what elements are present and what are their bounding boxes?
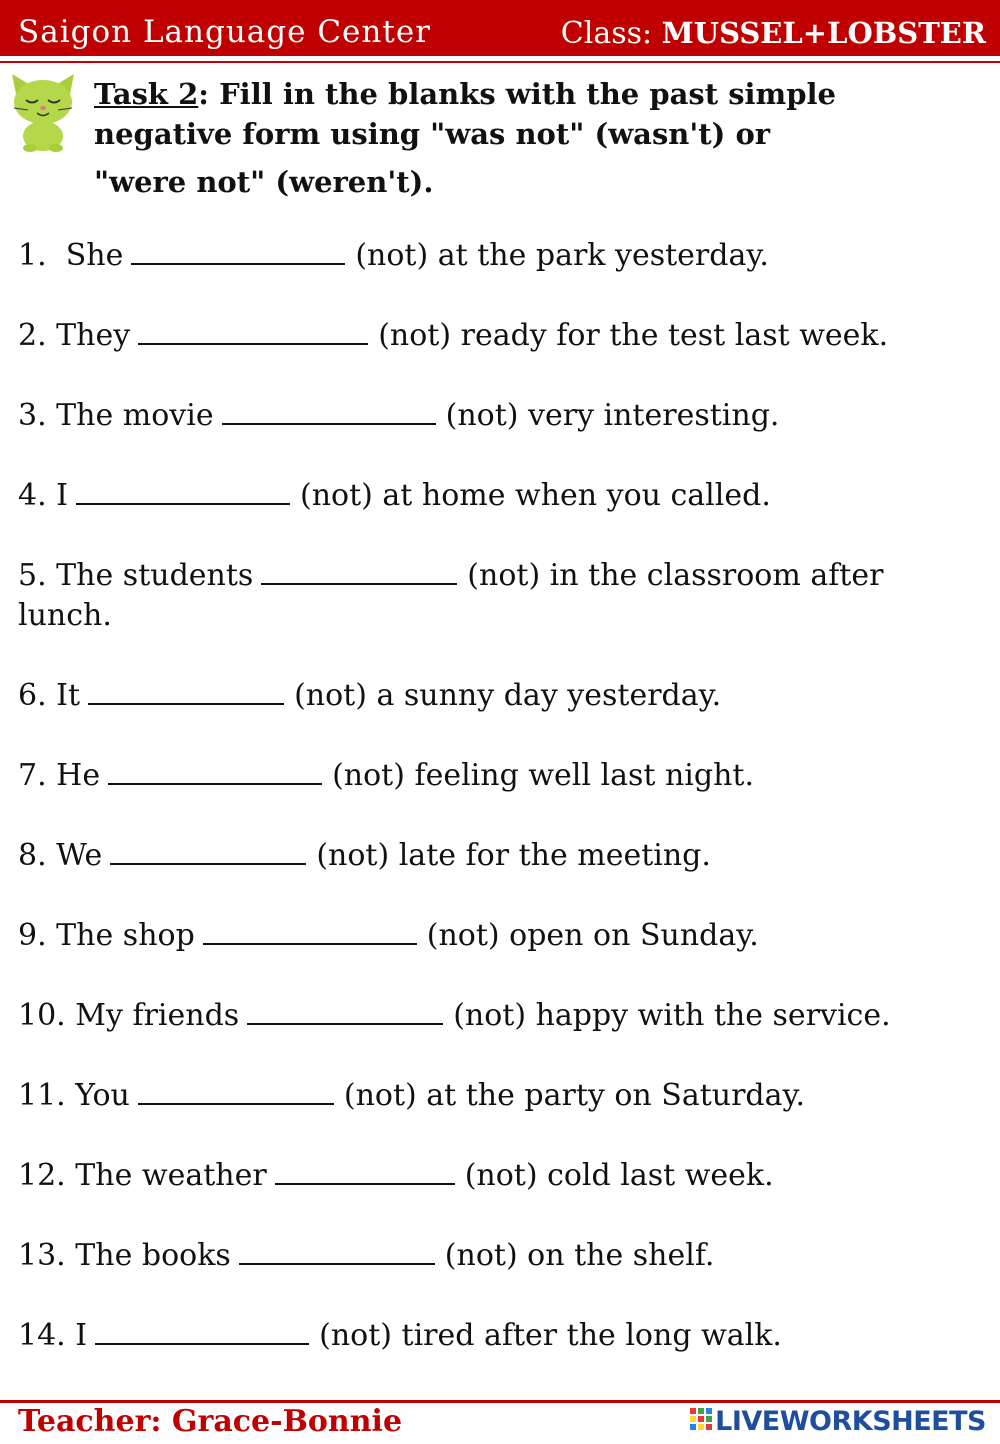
question-subject: You	[75, 1078, 130, 1113]
answer-blank[interactable]	[138, 1077, 334, 1105]
answer-blank[interactable]	[95, 1317, 309, 1345]
question-number: 10.	[18, 998, 66, 1033]
question-subject: The students	[56, 558, 254, 593]
question-rest: (not) at the park yesterday.	[355, 238, 769, 273]
answer-blank[interactable]	[76, 477, 290, 505]
question-rest: (not) ready for the test last week.	[378, 318, 889, 353]
question-rest: (not) in the classroom after lunch.	[18, 558, 884, 633]
brand-name: LIVEWORKSHEETS	[715, 1405, 986, 1437]
answer-blank[interactable]	[275, 1157, 455, 1185]
answer-blank[interactable]	[239, 1237, 435, 1265]
question-number: 11.	[18, 1078, 66, 1113]
question-rest: (not) on the shelf.	[444, 1238, 715, 1273]
answer-blank[interactable]	[222, 397, 436, 425]
header-divider	[0, 61, 1000, 63]
answer-blank[interactable]	[88, 677, 284, 705]
question-subject: We	[56, 838, 103, 873]
liveworksheets-brand[interactable]	[690, 1406, 986, 1436]
class-info	[561, 16, 986, 51]
question-rest: (not) happy with the service.	[453, 998, 891, 1033]
class-label: Class:	[560, 16, 653, 51]
question-number: 7.	[18, 758, 47, 793]
question-number: 12.	[18, 1158, 66, 1193]
question-13	[18, 1236, 978, 1276]
question-number: 5.	[18, 558, 47, 593]
liveworksheets-logo-icon	[690, 1408, 712, 1434]
question-number: 3.	[18, 398, 47, 433]
task-label: Task 2	[94, 77, 199, 111]
question-number: 14.	[18, 1318, 66, 1353]
question-10	[18, 996, 978, 1036]
question-subject: She	[65, 238, 124, 273]
question-subject: I	[75, 1318, 88, 1353]
task-line-3: "were not" (weren't).	[94, 165, 434, 199]
question-number: 2.	[18, 318, 47, 353]
class-value: MUSSEL+LOBSTER	[661, 16, 986, 50]
answer-blank[interactable]	[138, 317, 368, 345]
question-subject: I	[56, 478, 69, 513]
question-12	[18, 1156, 978, 1196]
teacher-name: Teacher: Grace-Bonnie	[18, 1404, 403, 1439]
question-subject: My friends	[75, 998, 240, 1033]
cat-mascot-icon	[6, 72, 80, 152]
question-number: 9.	[18, 918, 47, 953]
answer-blank[interactable]	[108, 757, 322, 785]
question-subject: The movie	[56, 398, 214, 433]
question-14	[18, 1316, 978, 1356]
school-name: Saigon Language Center	[18, 14, 431, 50]
question-subject: They	[56, 318, 131, 353]
question-11	[18, 1076, 978, 1116]
question-4	[18, 476, 978, 516]
question-subject: The books	[75, 1238, 231, 1273]
question-rest: (not) open on Sunday.	[426, 918, 759, 953]
task-line-2: negative form using "was not" (wasn't) or	[94, 117, 771, 151]
question-rest: (not) late for the meeting.	[316, 838, 711, 873]
question-rest: (not) cold last week.	[464, 1158, 774, 1193]
question-6	[18, 676, 978, 716]
task-line-1: : Fill in the blanks with the past simple	[198, 77, 836, 111]
question-subject: The shop	[56, 918, 195, 953]
question-rest: (not) very interesting.	[445, 398, 780, 433]
answer-blank[interactable]	[247, 997, 443, 1025]
question-number: 6.	[18, 678, 47, 713]
question-3	[18, 396, 978, 436]
footer-divider	[0, 1400, 1000, 1403]
task-instruction	[94, 74, 974, 202]
question-number: 8.	[18, 838, 47, 873]
question-2	[18, 316, 978, 356]
question-rest: (not) at the party on Saturday.	[343, 1078, 806, 1113]
answer-blank[interactable]	[203, 917, 417, 945]
question-subject: The weather	[75, 1158, 267, 1193]
answer-blank[interactable]	[131, 237, 345, 265]
question-1	[18, 236, 978, 276]
answer-blank[interactable]	[261, 557, 457, 585]
question-number: 1.	[18, 238, 47, 273]
question-9	[18, 916, 978, 956]
question-subject: He	[56, 758, 101, 793]
answer-blank[interactable]	[110, 837, 306, 865]
question-rest: (not) at home when you called.	[300, 478, 771, 513]
header-bar	[0, 0, 1000, 56]
question-rest: (not) a sunny day yesterday.	[294, 678, 722, 713]
question-8	[18, 836, 978, 876]
question-rest: (not) tired after the long walk.	[319, 1318, 782, 1353]
question-7	[18, 756, 978, 796]
question-rest: (not) feeling well last night.	[332, 758, 754, 793]
question-number: 4.	[18, 478, 47, 513]
question-5	[18, 556, 978, 636]
question-number: 13.	[18, 1238, 66, 1273]
question-subject: It	[56, 678, 81, 713]
